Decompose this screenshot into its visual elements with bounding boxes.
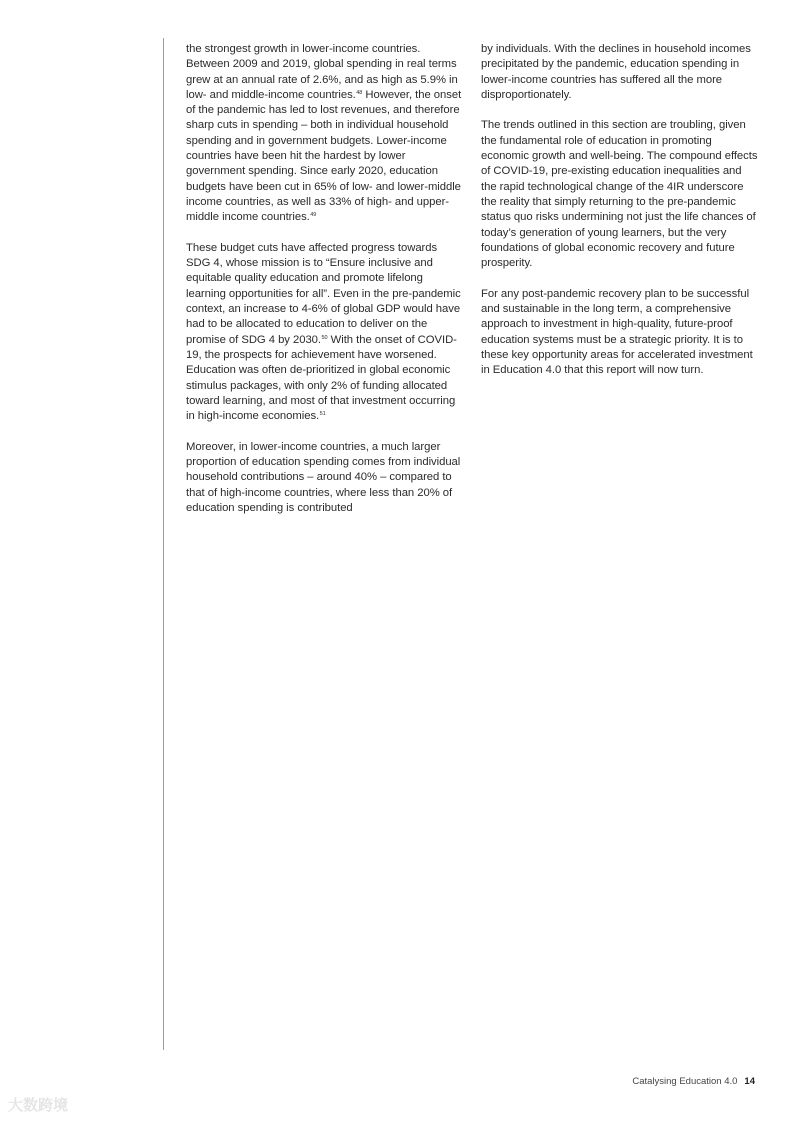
right-column	[481, 42, 759, 394]
paragraph-2	[186, 241, 464, 425]
footnote-ref-49[interactable]: 49	[310, 212, 317, 219]
page-number: 14	[744, 1076, 755, 1087]
footer-title: Catalysing Education 4.0	[632, 1076, 738, 1087]
footnote-ref-50[interactable]: 50	[321, 334, 328, 341]
paragraph-1	[186, 42, 464, 226]
page-footer	[632, 1076, 755, 1087]
paragraph-text: These budget cuts have affected progress towards SDG 4, whose mission is to “Ensure inclusive and equitable quality education and promote lifelong learning opportunities for all”. Even in the pre-pandemic context, an increase to 4-6% of global GDP would have had to be allocated to education to deliver on the promise of SDG 4 by 2030.	[186, 241, 461, 346]
margin-rule	[163, 38, 164, 1050]
watermark: 大数跨境	[8, 1096, 69, 1114]
paragraph-text: With the onset of COVID-19, the prospects for achievement have worsened. Education was often de-prioritized in global economic stimulus packages, with only 2% of funding allocated toward learning, and most of that investment occurring in high-income economies.	[186, 333, 457, 423]
paragraph-6: For any post-pandemic recovery plan to be successful and sustainable in the long term, a comprehensive approach to investment in high-quality, future-proof education systems must be a strategic priority. It is to these key opportunity areas for accelerated investment in Education 4.0 that this report will now turn.	[481, 287, 753, 377]
paragraph-5: The trends outlined in this section are troubling, given the fundamental role of education in promoting economic growth and well-being. The compound effects of COVID-19, pre-existing education inequalities and the rapid technological change of the 4IR underscore the reality that simply returning to the pre-pandemic status quo risks undermining not just the life chances of today’s generation of young learners, but the very foundations of global economic recovery and future prosperity.	[481, 119, 758, 270]
paragraph-text: However, the onset of the pandemic has led to lost revenues, and therefore sharp cuts in spending – both in individual household spending and in government budgets. Lower-income countries have been hit the hardest by lower government spending. Since early 2020, education budgets have been cut in 65% of low- and lower-middle income countries, as well as 33% of high- and upper-middle income countries.	[186, 88, 462, 224]
paragraph-4: by individuals. With the declines in household incomes precipitated by the pandemic, education spending in lower-income countries has suffered all the more disproportionately.	[481, 43, 751, 101]
paragraph-text: the strongest growth in lower-income countries. Between 2009 and 2019, global spending in real terms grew at an annual rate of 2.6%, and as high as 5.9% in low- and middle-income countries.	[186, 43, 458, 101]
footnote-ref-48[interactable]: 48	[356, 89, 363, 96]
footnote-ref-51[interactable]: 51	[319, 411, 326, 418]
left-column	[186, 42, 464, 532]
paragraph-3: Moreover, in lower-income countries, a much larger proportion of education spending comes from individual household contributions – around 40% – compared to that of high-income countries, where less than 20% of education spending is contributed	[186, 440, 461, 514]
